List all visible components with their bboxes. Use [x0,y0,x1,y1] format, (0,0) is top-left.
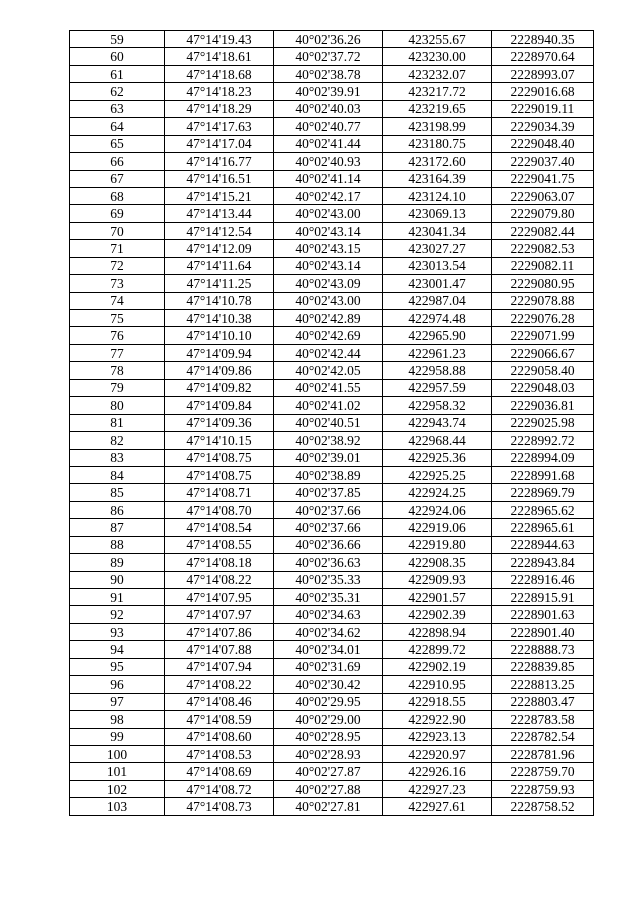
longitude-cell: 40°02'35.33 [274,571,383,588]
table-row [70,571,594,588]
point-number-cell: 69 [70,205,165,222]
point-number-cell: 90 [70,571,165,588]
point-number-cell: 75 [70,310,165,327]
table-row [70,449,594,466]
table-row [70,641,594,658]
latitude-cell: 47°14'08.70 [165,501,274,518]
x-coordinate-cell: 422910.95 [383,676,492,693]
x-coordinate-cell: 422943.74 [383,414,492,431]
x-coordinate-cell: 422918.55 [383,693,492,710]
latitude-cell: 47°14'08.22 [165,676,274,693]
latitude-cell: 47°14'09.86 [165,362,274,379]
point-number-cell: 73 [70,275,165,292]
longitude-cell: 40°02'34.62 [274,623,383,640]
x-coordinate-cell: 422925.36 [383,449,492,466]
x-coordinate-cell: 422902.19 [383,658,492,675]
table-row [70,780,594,797]
x-coordinate-cell: 423013.54 [383,257,492,274]
table-row [70,745,594,762]
latitude-cell: 47°14'18.61 [165,48,274,65]
point-number-cell: 65 [70,135,165,152]
latitude-cell: 47°14'08.22 [165,571,274,588]
longitude-cell: 40°02'41.55 [274,379,383,396]
x-coordinate-cell: 422924.25 [383,484,492,501]
latitude-cell: 47°14'07.88 [165,641,274,658]
point-number-cell: 102 [70,780,165,797]
longitude-cell: 40°02'40.51 [274,414,383,431]
point-number-cell: 60 [70,48,165,65]
point-number-cell: 81 [70,414,165,431]
latitude-cell: 47°14'07.95 [165,589,274,606]
x-coordinate-cell: 422958.32 [383,397,492,414]
table-row [70,100,594,117]
table-row [70,397,594,414]
longitude-cell: 40°02'40.77 [274,118,383,135]
table-row [70,83,594,100]
y-coordinate-cell: 2229041.75 [492,170,594,187]
longitude-cell: 40°02'42.05 [274,362,383,379]
x-coordinate-cell: 423255.67 [383,31,492,48]
table-row [70,763,594,780]
x-coordinate-cell: 423001.47 [383,275,492,292]
coordinates-table-body [70,31,594,816]
x-coordinate-cell: 422919.80 [383,536,492,553]
table-row [70,48,594,65]
latitude-cell: 47°14'16.77 [165,153,274,170]
table-row [70,310,594,327]
x-coordinate-cell: 423180.75 [383,135,492,152]
y-coordinate-cell: 2228888.73 [492,641,594,658]
longitude-cell: 40°02'29.00 [274,711,383,728]
x-coordinate-cell: 422920.97 [383,745,492,762]
table-row [70,623,594,640]
longitude-cell: 40°02'40.93 [274,153,383,170]
longitude-cell: 40°02'43.00 [274,292,383,309]
y-coordinate-cell: 2229066.67 [492,344,594,361]
table-row [70,519,594,536]
y-coordinate-cell: 2229079.80 [492,205,594,222]
table-row [70,589,594,606]
longitude-cell: 40°02'41.14 [274,170,383,187]
latitude-cell: 47°14'08.46 [165,693,274,710]
longitude-cell: 40°02'27.88 [274,780,383,797]
point-number-cell: 83 [70,449,165,466]
y-coordinate-cell: 2228901.63 [492,606,594,623]
x-coordinate-cell: 422965.90 [383,327,492,344]
y-coordinate-cell: 2229082.53 [492,240,594,257]
y-coordinate-cell: 2228940.35 [492,31,594,48]
y-coordinate-cell: 2228759.93 [492,780,594,797]
y-coordinate-cell: 2228994.09 [492,449,594,466]
longitude-cell: 40°02'41.02 [274,397,383,414]
latitude-cell: 47°14'17.63 [165,118,274,135]
point-number-cell: 97 [70,693,165,710]
y-coordinate-cell: 2228901.40 [492,623,594,640]
x-coordinate-cell: 423041.34 [383,222,492,239]
table-row [70,379,594,396]
point-number-cell: 59 [70,31,165,48]
table-row [70,484,594,501]
point-number-cell: 88 [70,536,165,553]
y-coordinate-cell: 2228813.25 [492,676,594,693]
table-row [70,536,594,553]
table-row [70,798,594,815]
point-number-cell: 63 [70,100,165,117]
x-coordinate-cell: 423027.27 [383,240,492,257]
y-coordinate-cell: 2229082.44 [492,222,594,239]
longitude-cell: 40°02'36.63 [274,554,383,571]
y-coordinate-cell: 2229058.40 [492,362,594,379]
longitude-cell: 40°02'37.66 [274,519,383,536]
latitude-cell: 47°14'08.73 [165,798,274,815]
longitude-cell: 40°02'34.63 [274,606,383,623]
y-coordinate-cell: 2229019.11 [492,100,594,117]
table-row [70,606,594,623]
point-number-cell: 95 [70,658,165,675]
latitude-cell: 47°14'09.82 [165,379,274,396]
y-coordinate-cell: 2229036.81 [492,397,594,414]
y-coordinate-cell: 2228965.61 [492,519,594,536]
longitude-cell: 40°02'37.72 [274,48,383,65]
x-coordinate-cell: 422924.06 [383,501,492,518]
x-coordinate-cell: 423124.10 [383,187,492,204]
point-number-cell: 89 [70,554,165,571]
x-coordinate-cell: 422987.04 [383,292,492,309]
y-coordinate-cell: 2228943.84 [492,554,594,571]
latitude-cell: 47°14'08.60 [165,728,274,745]
latitude-cell: 47°14'09.84 [165,397,274,414]
x-coordinate-cell: 422902.39 [383,606,492,623]
table-row [70,414,594,431]
y-coordinate-cell: 2228759.70 [492,763,594,780]
y-coordinate-cell: 2229071.99 [492,327,594,344]
latitude-cell: 47°14'10.38 [165,310,274,327]
table-row [70,728,594,745]
table-row [70,205,594,222]
point-number-cell: 94 [70,641,165,658]
y-coordinate-cell: 2229063.07 [492,187,594,204]
x-coordinate-cell: 423230.00 [383,48,492,65]
point-number-cell: 62 [70,83,165,100]
point-number-cell: 93 [70,623,165,640]
x-coordinate-cell: 422968.44 [383,432,492,449]
table-row [70,135,594,152]
longitude-cell: 40°02'28.95 [274,728,383,745]
latitude-cell: 47°14'17.04 [165,135,274,152]
table-row [70,554,594,571]
point-number-cell: 87 [70,519,165,536]
y-coordinate-cell: 2228991.68 [492,466,594,483]
longitude-cell: 40°02'36.66 [274,536,383,553]
point-number-cell: 64 [70,118,165,135]
longitude-cell: 40°02'42.89 [274,310,383,327]
table-row [70,240,594,257]
latitude-cell: 47°14'07.86 [165,623,274,640]
x-coordinate-cell: 423219.65 [383,100,492,117]
x-coordinate-cell: 423164.39 [383,170,492,187]
y-coordinate-cell: 2228783.58 [492,711,594,728]
point-number-cell: 72 [70,257,165,274]
latitude-cell: 47°14'11.25 [165,275,274,292]
y-coordinate-cell: 2228965.62 [492,501,594,518]
longitude-cell: 40°02'43.14 [274,257,383,274]
y-coordinate-cell: 2229025.98 [492,414,594,431]
latitude-cell: 47°14'07.94 [165,658,274,675]
latitude-cell: 47°14'11.64 [165,257,274,274]
latitude-cell: 47°14'10.15 [165,432,274,449]
latitude-cell: 47°14'18.29 [165,100,274,117]
latitude-cell: 47°14'13.44 [165,205,274,222]
longitude-cell: 40°02'30.42 [274,676,383,693]
point-number-cell: 74 [70,292,165,309]
longitude-cell: 40°02'40.03 [274,100,383,117]
table-row [70,257,594,274]
y-coordinate-cell: 2228969.79 [492,484,594,501]
y-coordinate-cell: 2228915.91 [492,589,594,606]
y-coordinate-cell: 2228782.54 [492,728,594,745]
longitude-cell: 40°02'43.00 [274,205,383,222]
x-coordinate-cell: 423069.13 [383,205,492,222]
latitude-cell: 47°14'08.69 [165,763,274,780]
x-coordinate-cell: 422957.59 [383,379,492,396]
longitude-cell: 40°02'43.14 [274,222,383,239]
y-coordinate-cell: 2229078.88 [492,292,594,309]
longitude-cell: 40°02'42.44 [274,344,383,361]
point-number-cell: 80 [70,397,165,414]
point-number-cell: 86 [70,501,165,518]
x-coordinate-cell: 422925.25 [383,466,492,483]
table-row [70,31,594,48]
table-row [70,658,594,675]
x-coordinate-cell: 422926.16 [383,763,492,780]
point-number-cell: 82 [70,432,165,449]
latitude-cell: 47°14'16.51 [165,170,274,187]
table-row [70,362,594,379]
longitude-cell: 40°02'37.85 [274,484,383,501]
longitude-cell: 40°02'36.26 [274,31,383,48]
table-row [70,187,594,204]
latitude-cell: 47°14'12.09 [165,240,274,257]
x-coordinate-cell: 423232.07 [383,65,492,82]
table-row [70,711,594,728]
longitude-cell: 40°02'39.01 [274,449,383,466]
y-coordinate-cell: 2228803.47 [492,693,594,710]
y-coordinate-cell: 2229082.11 [492,257,594,274]
latitude-cell: 47°14'07.97 [165,606,274,623]
coordinates-table [69,30,594,816]
y-coordinate-cell: 2228993.07 [492,65,594,82]
longitude-cell: 40°02'28.93 [274,745,383,762]
point-number-cell: 91 [70,589,165,606]
latitude-cell: 47°14'15.21 [165,187,274,204]
table-row [70,118,594,135]
x-coordinate-cell: 422923.13 [383,728,492,745]
point-number-cell: 96 [70,676,165,693]
latitude-cell: 47°14'09.94 [165,344,274,361]
latitude-cell: 47°14'08.75 [165,449,274,466]
x-coordinate-cell: 422919.06 [383,519,492,536]
y-coordinate-cell: 2228916.46 [492,571,594,588]
x-coordinate-cell: 422927.23 [383,780,492,797]
table-row [70,170,594,187]
point-number-cell: 66 [70,153,165,170]
latitude-cell: 47°14'18.23 [165,83,274,100]
x-coordinate-cell: 422974.48 [383,310,492,327]
point-number-cell: 85 [70,484,165,501]
point-number-cell: 98 [70,711,165,728]
table-row [70,222,594,239]
table-row [70,676,594,693]
table-row [70,292,594,309]
table-row [70,327,594,344]
latitude-cell: 47°14'08.54 [165,519,274,536]
table-row [70,466,594,483]
x-coordinate-cell: 422927.61 [383,798,492,815]
longitude-cell: 40°02'34.01 [274,641,383,658]
point-number-cell: 67 [70,170,165,187]
point-number-cell: 101 [70,763,165,780]
table-row [70,65,594,82]
latitude-cell: 47°14'18.68 [165,65,274,82]
table-row [70,693,594,710]
x-coordinate-cell: 423217.72 [383,83,492,100]
longitude-cell: 40°02'39.91 [274,83,383,100]
y-coordinate-cell: 2229037.40 [492,153,594,170]
y-coordinate-cell: 2229048.03 [492,379,594,396]
point-number-cell: 71 [70,240,165,257]
table-row [70,501,594,518]
latitude-cell: 47°14'19.43 [165,31,274,48]
y-coordinate-cell: 2228839.85 [492,658,594,675]
point-number-cell: 92 [70,606,165,623]
latitude-cell: 47°14'12.54 [165,222,274,239]
point-number-cell: 103 [70,798,165,815]
y-coordinate-cell: 2229016.68 [492,83,594,100]
x-coordinate-cell: 422898.94 [383,623,492,640]
y-coordinate-cell: 2229080.95 [492,275,594,292]
longitude-cell: 40°02'35.31 [274,589,383,606]
longitude-cell: 40°02'29.95 [274,693,383,710]
longitude-cell: 40°02'38.92 [274,432,383,449]
latitude-cell: 47°14'08.72 [165,780,274,797]
latitude-cell: 47°14'08.59 [165,711,274,728]
longitude-cell: 40°02'38.89 [274,466,383,483]
longitude-cell: 40°02'27.81 [274,798,383,815]
table-row [70,153,594,170]
longitude-cell: 40°02'43.09 [274,275,383,292]
latitude-cell: 47°14'10.10 [165,327,274,344]
point-number-cell: 68 [70,187,165,204]
point-number-cell: 79 [70,379,165,396]
longitude-cell: 40°02'42.69 [274,327,383,344]
latitude-cell: 47°14'08.71 [165,484,274,501]
y-coordinate-cell: 2228781.96 [492,745,594,762]
table-row [70,344,594,361]
x-coordinate-cell: 422901.57 [383,589,492,606]
y-coordinate-cell: 2229076.28 [492,310,594,327]
point-number-cell: 77 [70,344,165,361]
x-coordinate-cell: 422908.35 [383,554,492,571]
x-coordinate-cell: 422961.23 [383,344,492,361]
point-number-cell: 100 [70,745,165,762]
y-coordinate-cell: 2228758.52 [492,798,594,815]
point-number-cell: 61 [70,65,165,82]
longitude-cell: 40°02'43.15 [274,240,383,257]
point-number-cell: 99 [70,728,165,745]
y-coordinate-cell: 2228970.64 [492,48,594,65]
longitude-cell: 40°02'42.17 [274,187,383,204]
table-row [70,275,594,292]
x-coordinate-cell: 422958.88 [383,362,492,379]
point-number-cell: 70 [70,222,165,239]
y-coordinate-cell: 2228944.63 [492,536,594,553]
latitude-cell: 47°14'08.18 [165,554,274,571]
latitude-cell: 47°14'08.55 [165,536,274,553]
latitude-cell: 47°14'08.53 [165,745,274,762]
point-number-cell: 78 [70,362,165,379]
x-coordinate-cell: 423198.99 [383,118,492,135]
y-coordinate-cell: 2228992.72 [492,432,594,449]
x-coordinate-cell: 423172.60 [383,153,492,170]
point-number-cell: 76 [70,327,165,344]
longitude-cell: 40°02'38.78 [274,65,383,82]
latitude-cell: 47°14'09.36 [165,414,274,431]
longitude-cell: 40°02'31.69 [274,658,383,675]
x-coordinate-cell: 422909.93 [383,571,492,588]
longitude-cell: 40°02'27.87 [274,763,383,780]
point-number-cell: 84 [70,466,165,483]
y-coordinate-cell: 2229048.40 [492,135,594,152]
x-coordinate-cell: 422899.72 [383,641,492,658]
longitude-cell: 40°02'37.66 [274,501,383,518]
table-row [70,432,594,449]
latitude-cell: 47°14'08.75 [165,466,274,483]
y-coordinate-cell: 2229034.39 [492,118,594,135]
latitude-cell: 47°14'10.78 [165,292,274,309]
x-coordinate-cell: 422922.90 [383,711,492,728]
longitude-cell: 40°02'41.44 [274,135,383,152]
